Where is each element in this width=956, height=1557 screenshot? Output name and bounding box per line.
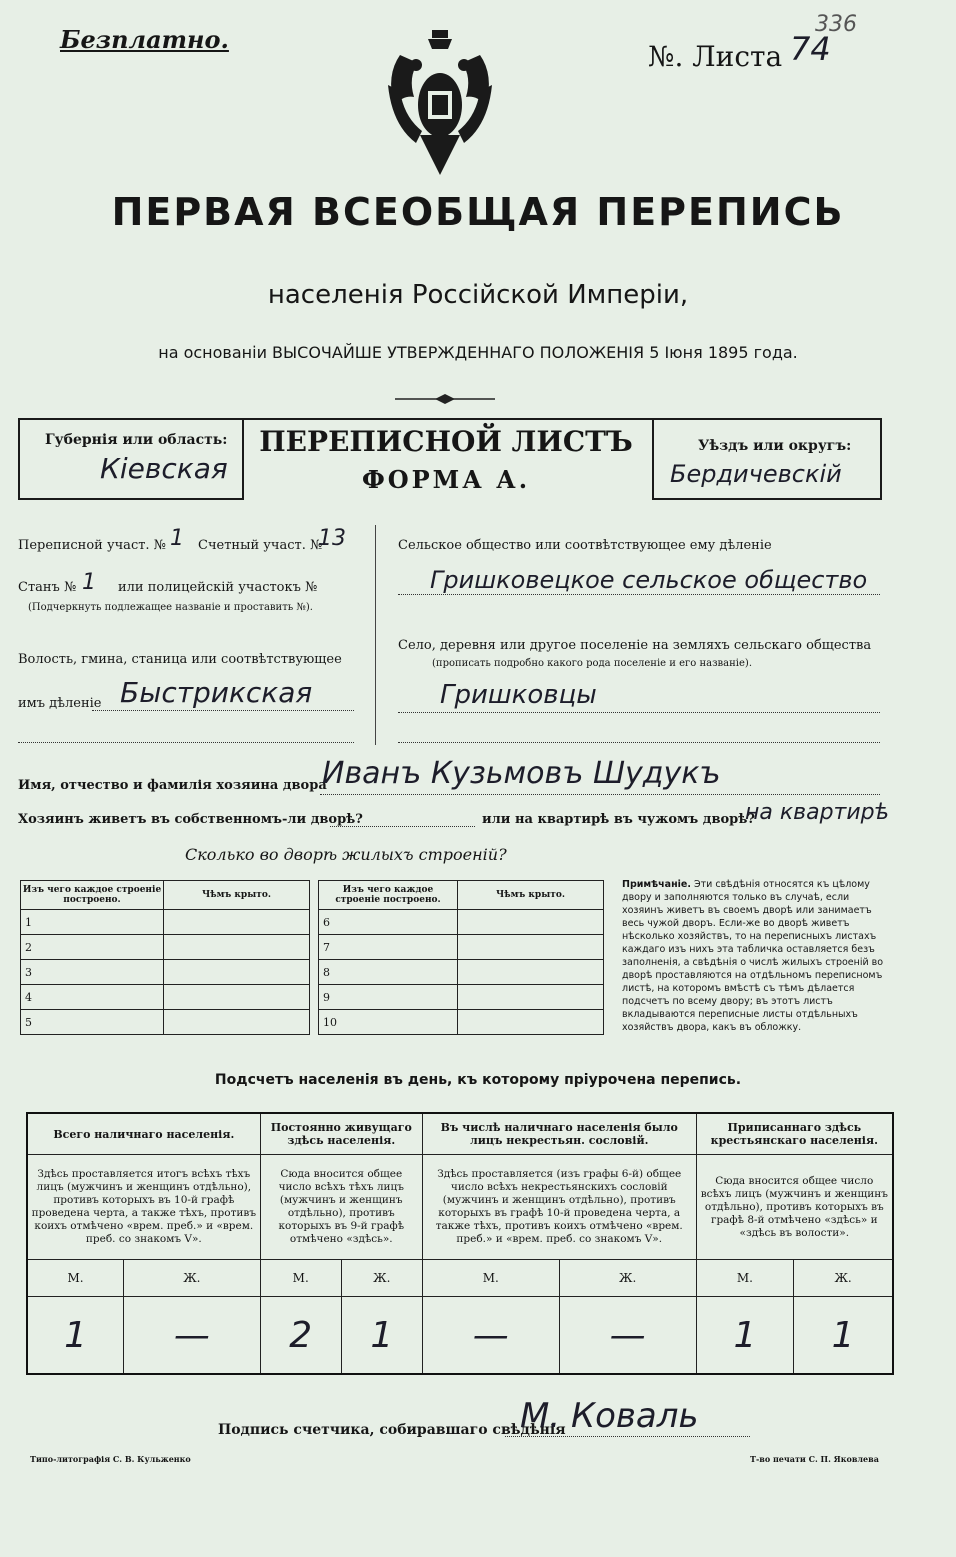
signature-label: Подпись счетчика, собиравшаго свѣдѣнія	[218, 1422, 566, 1438]
building-row: 6	[319, 910, 458, 935]
male-label: М.	[27, 1260, 124, 1297]
village-label: Село, деревня или другое поселеніе на земляхъ сельскаго общества	[398, 638, 872, 653]
district-label: Уѣздъ или округъ:	[698, 438, 852, 454]
building-row: 7	[319, 935, 458, 960]
sheet-number-value: 74	[790, 30, 831, 68]
female-label: Ж.	[559, 1260, 696, 1297]
village-line-2	[398, 742, 880, 743]
male-label: М.	[422, 1260, 559, 1297]
page-subtitle: населенія Россійской Имперіи,	[267, 280, 689, 310]
district-value: Бердичевскій	[670, 460, 842, 488]
society-value: Гришковецкое сельское общество	[430, 566, 868, 594]
underline-note: (Подчеркнуть подлежащее названіе и проставить №).	[28, 602, 313, 613]
volost-label-2: имъ дѣленіе	[18, 696, 102, 711]
double-headed-eagle-icon	[380, 25, 500, 185]
male-label: М.	[696, 1260, 794, 1297]
society-line	[398, 594, 880, 595]
census-area-value: 1	[170, 526, 184, 551]
form-label: ФОРМА А.	[361, 465, 531, 494]
census-title: Подсчетъ населенія въ день, къ которому пріурочена перепись.	[214, 1072, 742, 1088]
census-col-header: Приписаннаго здѣсь крестьянскаго населенія.	[696, 1113, 893, 1155]
count-area-value: 13	[318, 526, 346, 551]
census-col-desc: Сюда вносится общее число всѣхъ лицъ (мужчинъ и женщинъ отдѣльно), противъ которыхъ въ графѣ 8-й отмѣчено «здѣсь» и «здѣсь въ волости».	[696, 1155, 893, 1260]
owner-lives-own-label: Хозяинъ живетъ въ собственномъ-ли дворѣ?	[18, 812, 363, 827]
female-label: Ж.	[794, 1260, 893, 1297]
free-label: Безплатно.	[60, 25, 229, 54]
female-label: Ж.	[341, 1260, 422, 1297]
left-line-end	[18, 742, 354, 743]
female-label: Ж.	[124, 1260, 261, 1297]
lives-own-line	[330, 826, 475, 827]
province-value: Кіевская	[100, 452, 228, 485]
building-row: 10	[319, 1010, 458, 1035]
archive-number: 336	[815, 12, 857, 37]
volost-line	[92, 710, 354, 711]
owner-lives-other-value: на квартирѣ	[745, 800, 890, 825]
col-roof: Чѣмъ крыто.	[458, 881, 604, 910]
census-col-header: Всего наличнаго населенія.	[27, 1113, 260, 1155]
volost-value: Быстрикская	[120, 676, 313, 709]
col-material: Изъ чего каждое строеніе построено.	[319, 881, 458, 910]
signature-line	[505, 1436, 750, 1437]
col-material: Изъ чего каждое строеніе построено.	[21, 881, 164, 910]
census-col-desc: Здѣсь проставляется (изъ графы 6-й) общее число всѣхъ некрестьянскихъ сословій (мужчинъ и женщинъ отдѣльно), противъ которыхъ въ графѣ 10-й проведена черта, а также тѣхъ, противъ коихъ отмѣчено «врем. преб.» и «врем. преб. со знакомъ V».	[422, 1155, 696, 1260]
census-male-value: —	[422, 1297, 559, 1375]
census-col-desc: Сюда вносится общее число всѣхъ тѣхъ лицъ (мужчинъ и женщинъ отдѣльно), противъ которыхъ въ 9-й графѣ отмѣчено «здѣсь».	[260, 1155, 422, 1260]
building-row: 9	[319, 985, 458, 1010]
village-note: (прописать подробно какого рода поселеніе и его названіе).	[432, 658, 752, 669]
owner-lives-other-label: или на квартирѣ въ чужомъ дворѣ?	[482, 812, 755, 827]
legal-basis: на основаніи ВЫСОЧАЙШЕ УТВЕРЖДЕННАГО ПОЛОЖЕНІЯ 5 Іюня 1895 года.	[158, 343, 798, 362]
building-row: 2	[21, 935, 164, 960]
census-male-value: 2	[260, 1297, 341, 1375]
stan-value: 1	[82, 570, 96, 595]
census-female-value: 1	[341, 1297, 422, 1375]
field-divider	[375, 525, 376, 745]
society-label: Сельское общество или соотвѣтствующее ему дѣленіе	[398, 538, 772, 553]
census-area-label: Переписной участ. №	[18, 538, 166, 553]
printer-right: Т-во печати С. П. Яковлева	[750, 1454, 879, 1464]
sheet-number-label: №. Листа	[648, 40, 783, 73]
owner-line	[320, 794, 880, 795]
owner-name-value: Иванъ Кузьмовъ Шудукъ	[322, 756, 721, 791]
col-roof: Чѣмъ крыто.	[164, 881, 310, 910]
census-table	[26, 1112, 894, 1375]
buildings-table-right	[318, 880, 604, 1035]
buildings-question: Сколько во дворѣ жилыхъ строеній?	[185, 845, 507, 864]
census-male-value: 1	[27, 1297, 124, 1375]
census-col-header: Постоянно живущаго здѣсь населенія.	[260, 1113, 422, 1155]
census-female-value: —	[124, 1297, 261, 1375]
building-row: 5	[21, 1010, 164, 1035]
note-block	[622, 878, 892, 1034]
census-male-value: 1	[696, 1297, 794, 1375]
volost-label: Волость, гмина, станица или соотвѣтствующее	[18, 652, 342, 667]
stan-label: Станъ №	[18, 580, 77, 595]
building-row: 1	[21, 910, 164, 935]
village-line	[398, 712, 880, 713]
sheet-title: ПЕРЕПИСНОЙ ЛИСТЪ	[259, 425, 633, 458]
buildings-table-left	[20, 880, 310, 1035]
census-col-header: Въ числѣ наличнаго населенія было лицъ некрестьян. сословій.	[422, 1113, 696, 1155]
male-label: М.	[260, 1260, 341, 1297]
printer-left: Типо-литографія С. В. Кульженко	[30, 1454, 191, 1464]
note-title: Примѣчаніе.	[622, 879, 691, 890]
owner-name-label: Имя, отчество и фамилія хозяина двора	[18, 778, 327, 793]
building-row: 4	[21, 985, 164, 1010]
village-value: Гришковцы	[440, 680, 597, 710]
note-text: Эти свѣдѣнія относятся къ цѣлому двору и заполняются только въ случаѣ, если хозяинъ живетъ въ своемъ дворѣ или занимаетъ весь чужой дворъ. Если-же во дворѣ живетъ нѣсколько хозяйствъ, то на переписныхъ листахъ каждаго изъ нихъ эта табличка оставляется безъ заполненія, а свѣдѣнія о числѣ жилыхъ строеній во дворѣ проставляются на отдѣльномъ переписномъ листѣ, на которомъ вмѣстѣ съ тѣмъ дѣлается подсчетъ по всему двору; въ этотъ листъ вкладываются переписные листы отдѣльныхъ хозяйствъ двора, какъ въ обложку.	[622, 879, 884, 1033]
police-label: или полицейскій участокъ №	[118, 580, 318, 595]
building-row: 8	[319, 960, 458, 985]
census-col-desc: Здѣсь проставляется итогъ всѣхъ тѣхъ лицъ (мужчинъ и женщинъ отдѣльно), противъ которыхъ въ 10-й графѣ проведена черта, а также тѣхъ, противъ коихъ отмѣчено «врем. преб.» и «врем. преб. со знакомъ V».	[27, 1155, 260, 1260]
census-female-value: —	[559, 1297, 696, 1375]
signature-value: М. Коваль	[520, 1396, 699, 1436]
province-label: Губернія или область:	[45, 432, 228, 448]
census-female-value: 1	[794, 1297, 893, 1375]
count-area-label: Счетный участ. №	[198, 538, 323, 553]
ornament-divider	[395, 393, 495, 405]
page-title: ПЕРВАЯ ВСЕОБЩАЯ ПЕРЕПИСЬ	[111, 190, 845, 234]
building-row: 3	[21, 960, 164, 985]
